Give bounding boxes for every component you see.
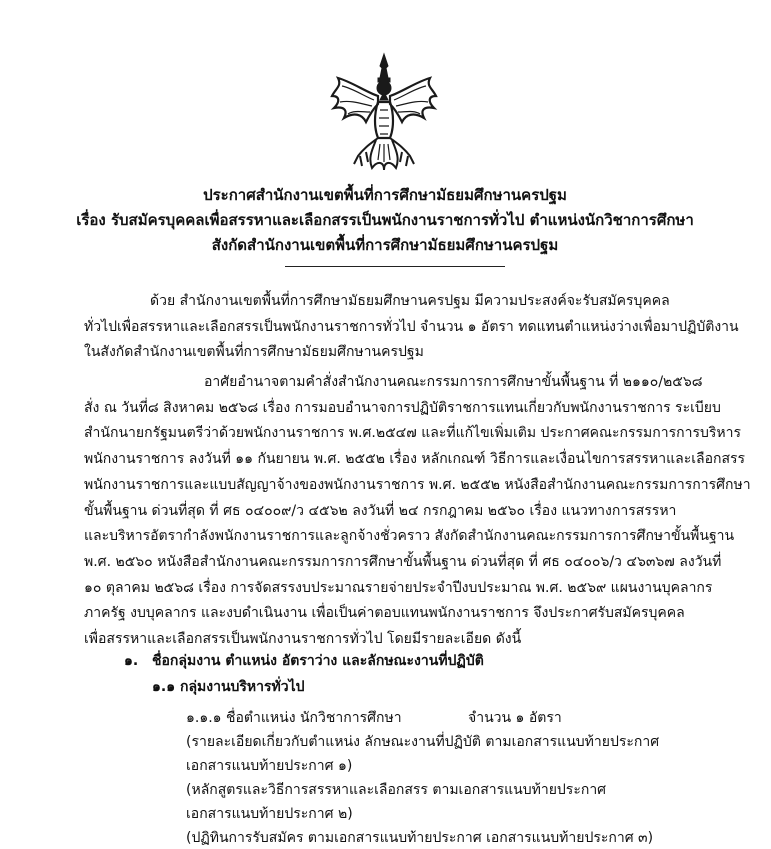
position-quantity: จำนวน ๑ อัตรา	[468, 710, 562, 726]
header-divider	[285, 266, 505, 267]
intro-paragraph	[84, 289, 739, 366]
detail-line: เอกสารแนบท้ายประกาศ ๑)	[186, 758, 353, 774]
paragraph-line: ภาครัฐ งบบุคลากร และงบดำเนินงาน เพื่อเป็นค่าตอบแทนพนักงานราชการ จึงประกาศรับสมัครบุคคล	[84, 605, 685, 622]
announcement-subject: เรื่อง รับสมัครบุคคลเพื่อสรรหาและเลือกสรรเป็นพนักงานราชการทั่วไป ตำแหน่งนักวิชาการศึกษา	[76, 211, 694, 229]
paragraph-line: พนักงานราชการและแบบสัญญาจ้างของพนักงานราชการ พ.ศ. ๒๕๕๒ หนังสือสำนักงานคณะกรรมการการศึกษา	[84, 476, 751, 493]
paragraph-line: ทั่วไปเพื่อสรรหาและเลือกสรรเป็นพนักงานราชการทั่วไป จำนวน ๑ อัตรา ทดแทนตำแหน่งว่างเพื่อมาปฏิบัติงาน	[84, 318, 739, 335]
paragraph-line: และบริหารอัตรากำลังพนักงานราชการและลูกจ้างชั่วคราว สังกัดสำนักงานคณะกรรมการการศึกษาขั้นพื้นฐาน	[84, 528, 735, 545]
detail-line: (รายละเอียดเกี่ยวกับตำแหน่ง ลักษณะงานที่ปฏิบัติ ตามเอกสารแนบท้ายประกาศ	[186, 734, 660, 750]
paragraph-line: เพื่อสรรหาและเลือกสรรเป็นพนักงานราชการทั่วไป โดยมีรายละเอียด ดังนี้	[84, 631, 522, 648]
paragraph-line: สั่ง ณ วันที่๘ สิงหาคม ๒๕๖๘ เรื่อง การมอบอำนาจการปฏิบัติราชการแทนเกี่ยวกับพนักงานราชการ ระเบียบ	[84, 399, 721, 416]
announcement-issuer: ประกาศสำนักงานเขตพื้นที่การศึกษามัธยมศึกษานครปฐม	[203, 186, 567, 204]
announcement-affiliation: สังกัดสำนักงานเขตพื้นที่การศึกษามัธยมศึกษานครปฐม	[211, 236, 559, 254]
announcement-header	[60, 183, 710, 258]
paragraph-line: ในสังกัดสำนักงานเขตพื้นที่การศึกษามัธยมศึกษานครปฐม	[84, 344, 424, 361]
detail-line: เอกสารแนบท้ายประกาศ ๒)	[186, 806, 353, 822]
authority-paragraph	[84, 370, 751, 653]
section-1-number: ๑.	[124, 653, 139, 669]
detail-line: (หลักสูตรและวิธีการสรรหาและเลือกสรร ตามเอกสารแนบท้ายประกาศ	[186, 782, 607, 798]
paragraph-line: พนักงานราชการ ลงวันที่ ๑๑ กันยายน พ.ศ. ๒๕๕๒ เรื่อง หลักเกณฑ์ วิธีการและเงื่อนไขการสรรหาและเลือกสรร	[84, 451, 746, 468]
detail-line: (ปฏิทินการรับสมัคร ตามเอกสารแนบท้ายประกาศ เอกสารแนบท้ายประกาศ ๓)	[186, 830, 654, 846]
paragraph-line: ๑๐ ตุลาคม ๒๕๖๘ เรื่อง การจัดสรรงบประมาณรายจ่ายประจำปีงบประมาณ พ.ศ. ๒๕๖๙ แผนงานบุคลากร	[84, 579, 713, 596]
paragraph-line: อาศัยอำนาจตามคำสั่งสำนักงานคณะกรรมการการศึกษาขั้นพื้นฐาน ที่ ๒๑๑๐/๒๕๖๘	[204, 374, 703, 390]
paragraph-line: พ.ศ. ๒๕๖๐ หนังสือสำนักงานคณะกรรมการการศึกษาขั้นพื้นฐาน ด่วนที่สุด ที่ ศธ ๐๔๐๐๖/ว ๔๖๓๖๗ ลงวันที่	[84, 553, 722, 570]
section-1-1-title: ๑.๑ กลุ่มงานบริหารทั่วไป	[152, 679, 305, 695]
garuda-emblem-icon	[328, 52, 440, 170]
position-label: ๑.๑.๑ ชื่อตำแหน่ง นักวิชาการศึกษา	[186, 710, 402, 726]
paragraph-line: ด้วย สำนักงานเขตพื้นที่การศึกษามัธยมศึกษานครปฐม มีความประสงค์จะรับสมัครบุคคล	[150, 293, 670, 309]
paragraph-line: ขั้นพื้นฐาน ด่วนที่สุด ที่ ศธ ๐๔๐๐๙/ว ๔๕๖๒ ลงวันที่ ๒๔ กรกฎาคม ๒๕๖๐ เรื่อง แนวทางการสรรหา	[84, 502, 677, 519]
section-1-title: ชื่อกลุ่มงาน ตำแหน่ง อัตราว่าง และลักษณะงานที่ปฏิบัติ	[152, 653, 484, 669]
paragraph-line: สำนักนายกรัฐมนตรีว่าด้วยพนักงานราชการ พ.ศ.๒๕๔๗ และที่แก้ไขเพิ่มเติม ประกาศคณะกรรมการการบริหาร	[84, 425, 742, 442]
